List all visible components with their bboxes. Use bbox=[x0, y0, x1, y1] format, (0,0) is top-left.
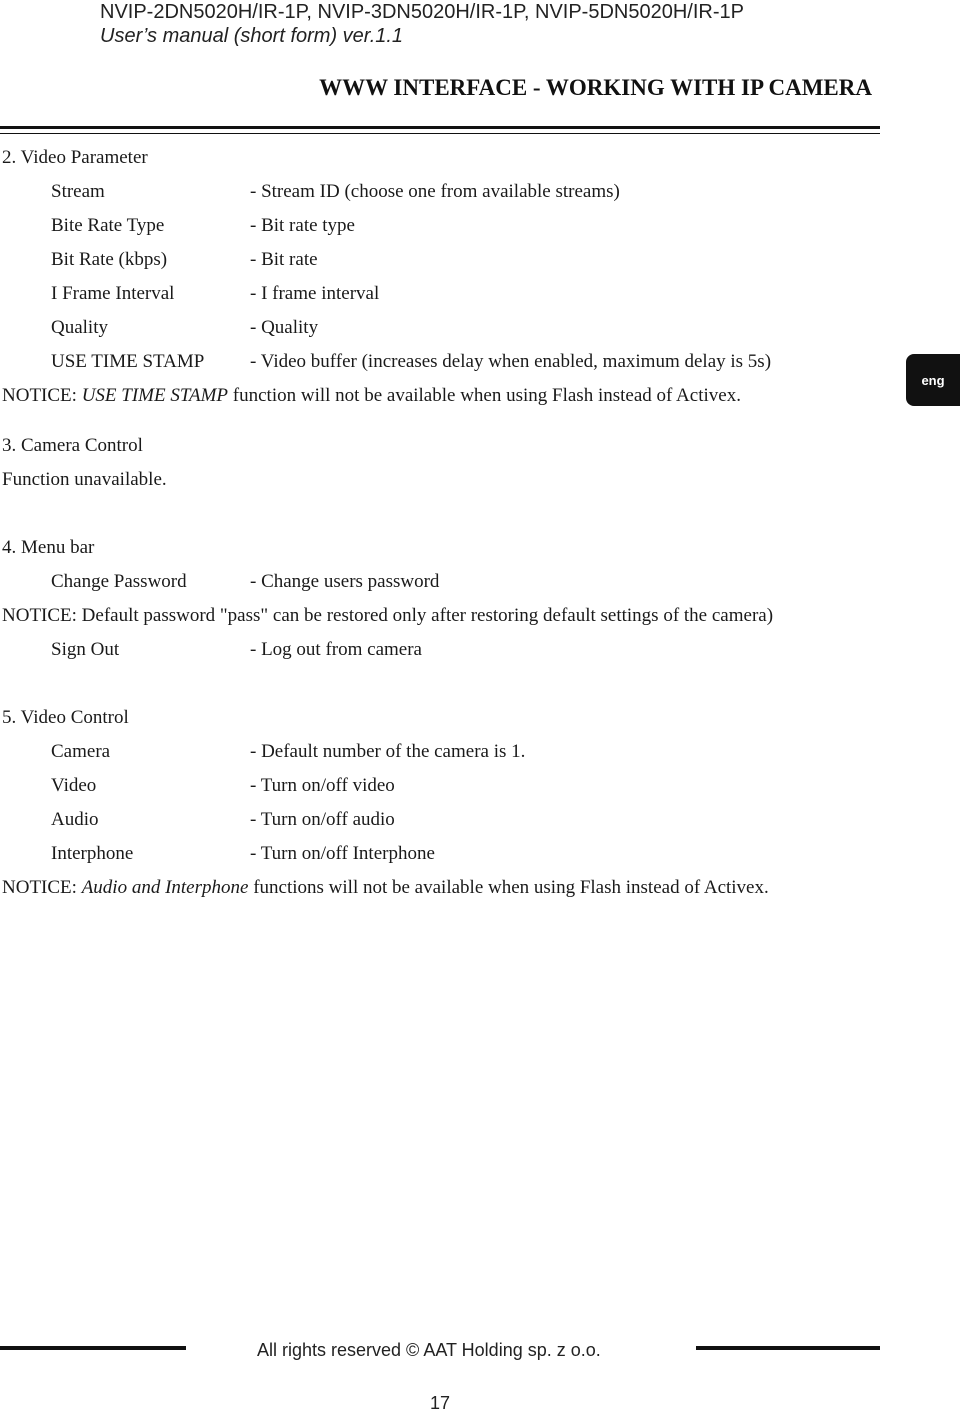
param-label-bit-rate: Bit Rate (kbps) bbox=[51, 249, 168, 270]
param-label-i-frame: I Frame Interval bbox=[51, 283, 175, 304]
camera-control-heading: 3. Camera Control bbox=[2, 435, 143, 456]
control-desc-interphone: - Turn on/off Interphone bbox=[250, 843, 435, 864]
notice-emphasis: USE TIME STAMP bbox=[81, 385, 229, 406]
section-title: WWW INTERFACE - WORKING WITH IP CAMERA bbox=[319, 75, 872, 100]
notice-emphasis: Audio and Interphone bbox=[81, 877, 249, 898]
video-parameter-notice bbox=[2, 385, 741, 407]
menu-label-change-password: Change Password bbox=[51, 571, 187, 592]
menu-label-sign-out: Sign Out bbox=[51, 639, 120, 660]
notice-text: function will not be available when using Flash instead of Activex. bbox=[228, 385, 741, 406]
menu-bar-notice: NOTICE: Default password "pass" can be restored only after restoring default settings of the camera) bbox=[2, 605, 774, 626]
copyright-text: All rights reserved © AAT Holding sp. z o.o. bbox=[257, 1340, 601, 1360]
control-label-audio: Audio bbox=[51, 809, 99, 830]
control-label-camera: Camera bbox=[51, 741, 111, 762]
notice-text: functions will not be available when using Flash instead of Activex. bbox=[248, 877, 769, 898]
menu-desc-change-password: - Change users password bbox=[250, 571, 440, 592]
param-desc-quality: - Quality bbox=[250, 317, 319, 338]
param-label-bit-rate-type: Bite Rate Type bbox=[51, 215, 165, 236]
language-tab: eng bbox=[906, 354, 960, 406]
header-rule-thick bbox=[0, 126, 880, 129]
param-desc-bit-rate-type: - Bit rate type bbox=[250, 215, 355, 236]
header-rule-thin bbox=[0, 133, 880, 134]
param-desc-stream: - Stream ID (choose one from available streams) bbox=[250, 181, 620, 202]
document-models: NVIP-2DN5020H/IR-1P, NVIP-3DN5020H/IR-1P, NVIP-5DN5020H/IR-1P bbox=[100, 1, 744, 23]
param-label-quality: Quality bbox=[51, 317, 108, 338]
video-parameter-heading: 2. Video Parameter bbox=[2, 147, 148, 168]
video-control-notice bbox=[2, 877, 769, 899]
menu-desc-sign-out: - Log out from camera bbox=[250, 639, 422, 660]
notice-prefix: NOTICE: bbox=[2, 385, 82, 406]
notice-prefix: NOTICE: bbox=[2, 877, 82, 898]
control-desc-video: - Turn on/off video bbox=[250, 775, 395, 796]
footer-rule-left bbox=[0, 1346, 186, 1350]
param-label-time-stamp: USE TIME STAMP bbox=[51, 351, 205, 372]
footer-rule-right bbox=[696, 1346, 880, 1350]
menu-bar-heading: 4. Menu bar bbox=[2, 537, 95, 558]
control-desc-audio: - Turn on/off audio bbox=[250, 809, 395, 830]
manual-version: User’s manual (short form) ver.1.1 bbox=[100, 25, 404, 47]
control-desc-camera: - Default number of the camera is 1. bbox=[250, 741, 526, 762]
control-label-interphone: Interphone bbox=[51, 843, 134, 864]
param-desc-bit-rate: - Bit rate bbox=[250, 249, 318, 270]
page-number: 17 bbox=[430, 1393, 451, 1413]
param-label-stream: Stream bbox=[51, 181, 105, 202]
param-desc-time-stamp: - Video buffer (increases delay when enabled, maximum delay is 5s) bbox=[250, 351, 772, 372]
camera-control-text: Function unavailable. bbox=[2, 469, 167, 490]
control-label-video: Video bbox=[51, 775, 97, 796]
video-control-heading: 5. Video Control bbox=[2, 707, 129, 728]
param-desc-i-frame: - I frame interval bbox=[250, 283, 380, 304]
